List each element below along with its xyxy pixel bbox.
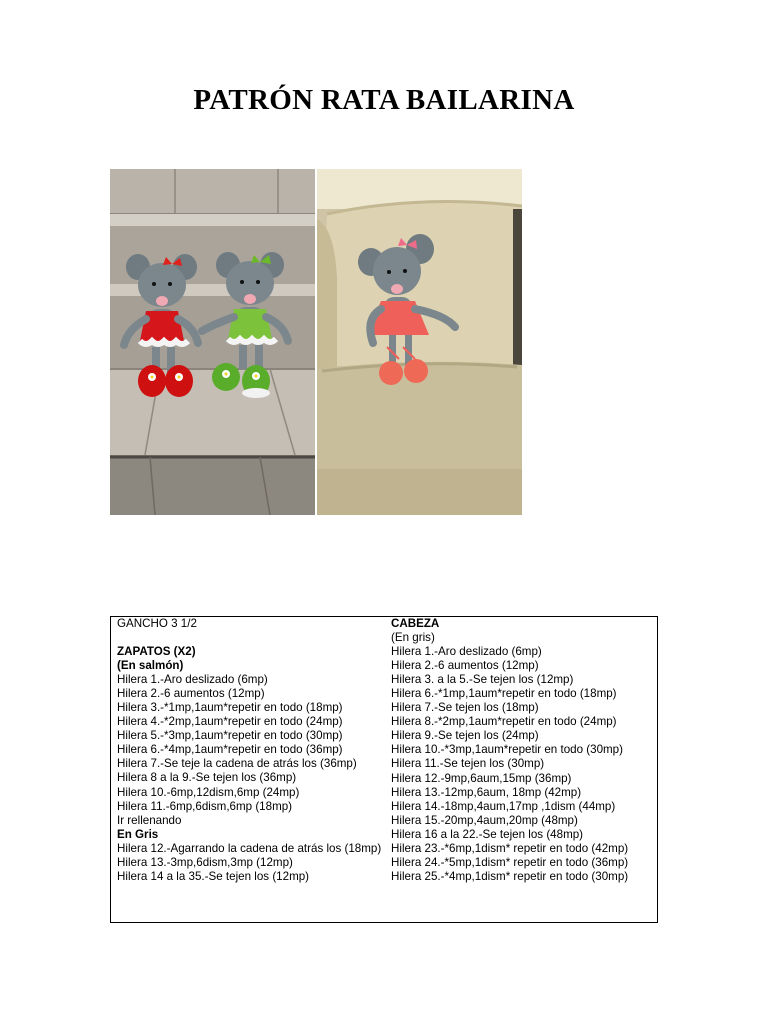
right-column-line: CABEZA xyxy=(391,617,440,630)
right-column-line: Hilera 12.-9mp,6aum,15mp (36mp) xyxy=(391,771,572,785)
right-column-line: Hilera 3. a la 5.-Se tejen los (12mp) xyxy=(391,673,574,687)
page-title: PATRÓN RATA BAILARINA xyxy=(193,84,575,116)
left-column-line: Hilera 1.-Aro deslizado (6mp) xyxy=(117,673,268,687)
right-column-line: Hilera 23.-*6mp,1dism* repetir en todo (42mp) xyxy=(391,841,629,855)
left-column-line: Hilera 14 a la 35.-Se tejen los (12mp) xyxy=(117,869,310,883)
left-column-line: Hilera 8 a la 9.-Se tejen los (36mp) xyxy=(117,771,297,785)
shoes-column xyxy=(111,617,385,922)
left-column-line: GANCHO 3 1/2 xyxy=(117,617,197,630)
right-column-line: Hilera 16 a la 22.-Se tejen los (48mp) xyxy=(391,827,584,841)
left-column-line: Hilera 5.-*3mp,1aum*repetir en todo (30mp) xyxy=(117,729,343,743)
right-column-line: Hilera 8.-*2mp,1aum*repetir en todo (24mp) xyxy=(391,715,617,729)
crochet-mouse-on-sofa-photo xyxy=(317,169,522,515)
right-column-line: Hilera 7.-Se tejen los (18mp) xyxy=(391,701,539,715)
left-column-line: En Gris xyxy=(117,827,159,841)
left-column-line: ZAPATOS (X2) xyxy=(117,645,196,659)
right-column-line: Hilera 11.-Se tejen los (30mp) xyxy=(391,757,545,771)
left-column-line: Ir rellenando xyxy=(117,813,182,827)
right-column-line: Hilera 1.-Aro deslizado (6mp) xyxy=(391,645,542,659)
left-column-line xyxy=(117,631,385,645)
left-column-line: Hilera 10.-6mp,12dism,6mp (24mp) xyxy=(117,785,300,799)
right-column-line: Hilera 6.-*1mp,1aum*repetir en todo (18mp) xyxy=(391,687,617,701)
right-column-line: Hilera 14.-18mp,4aum,17mp ,1dism (44mp) xyxy=(391,799,616,813)
left-column-line: Hilera 2.-6 aumentos (12mp) xyxy=(117,687,265,701)
right-column-line: Hilera 15.-20mp,4aum,20mp (48mp) xyxy=(391,813,578,827)
left-column-line: Hilera 12.-Agarrando la cadena de atrás los (18mp) xyxy=(117,841,382,855)
pattern-table xyxy=(110,616,658,923)
left-column-line: (En salmón) xyxy=(117,659,184,673)
left-column-line: Hilera 7.-Se teje la cadena de atrás los (36mp) xyxy=(117,757,357,771)
two-crochet-mice-on-stairs-photo xyxy=(110,169,315,515)
right-column-line: Hilera 13.-12mp,6aum, 18mp (42mp) xyxy=(391,785,582,799)
right-column-line: Hilera 10.-*3mp,1aum*repetir en todo (30mp) xyxy=(391,743,623,757)
right-column-line: Hilera 25.-*4mp,1dism* repetir en todo (30mp) xyxy=(391,869,629,883)
left-column-line: Hilera 6.-*4mp,1aum*repetir en todo (36mp) xyxy=(117,743,343,757)
left-column-line: Hilera 3.-*1mp,1aum*repetir en todo (18mp) xyxy=(117,701,343,715)
left-column-line: Hilera 11.-6mp,6dism,6mp (18mp) xyxy=(117,799,293,813)
head-column xyxy=(385,617,657,922)
right-column-line: Hilera 24.-*5mp,1dism* repetir en todo (36mp) xyxy=(391,855,629,869)
left-column-line: Hilera 13.-3mp,6dism,3mp (12mp) xyxy=(117,855,293,869)
right-column-line: (En gris) xyxy=(391,631,435,645)
right-column-line: Hilera 2.-6 aumentos (12mp) xyxy=(391,659,539,673)
left-column-line: Hilera 4.-*2mp,1aum*repetir en todo (24mp) xyxy=(117,715,343,729)
right-column-line: Hilera 9.-Se tejen los (24mp) xyxy=(391,729,539,743)
